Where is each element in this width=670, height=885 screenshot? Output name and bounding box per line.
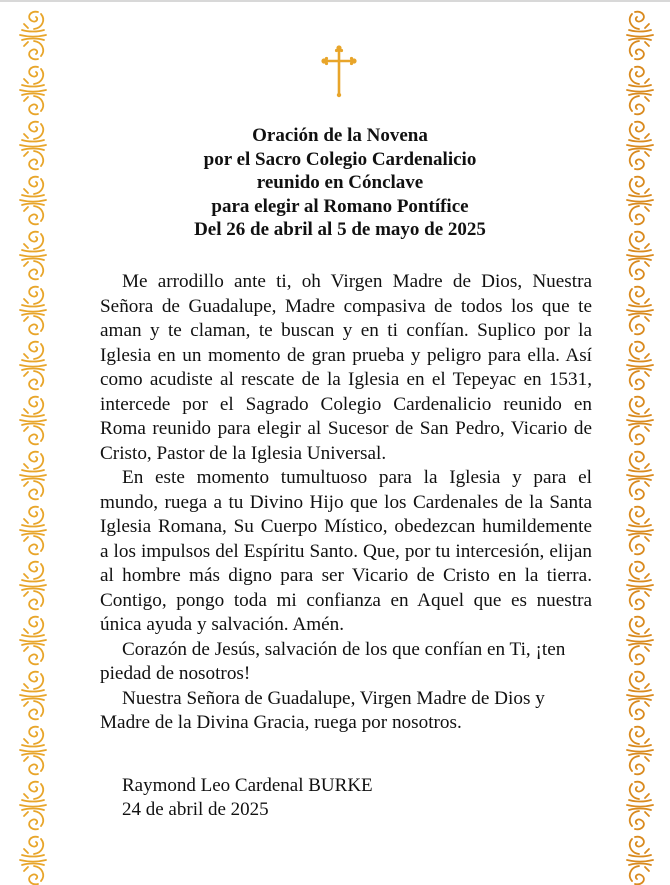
scroll-flourish-icon (8, 833, 58, 885)
scroll-flourish-icon (8, 283, 58, 338)
scroll-flourish-icon (615, 558, 665, 613)
scroll-flourish-icon (8, 118, 58, 173)
scroll-flourish-icon (615, 723, 665, 778)
scroll-flourish-icon (8, 778, 58, 833)
scroll-flourish-icon (615, 8, 665, 63)
title-line: para elegir al Romano Pontífice (211, 195, 469, 217)
signature-block (122, 774, 373, 822)
scroll-flourish-icon (615, 118, 665, 173)
top-edge-line (0, 0, 670, 2)
scroll-flourish-icon (615, 503, 665, 558)
scroll-flourish-icon (615, 448, 665, 503)
scroll-flourish-icon (615, 613, 665, 668)
scroll-flourish-icon (615, 778, 665, 833)
signature-name: Raymond Leo Cardenal BURKE (122, 775, 373, 796)
scroll-flourish-icon (615, 228, 665, 283)
scroll-flourish-icon (8, 503, 58, 558)
scroll-flourish-icon (8, 393, 58, 448)
scroll-flourish-icon (8, 8, 58, 63)
title-line: por el Sacro Colegio Cardenalicio (203, 148, 477, 170)
scroll-flourish-icon (8, 668, 58, 723)
ornate-cross-icon (321, 44, 357, 98)
scroll-flourish-icon (8, 173, 58, 228)
signature-date: 24 de abril de 2025 (122, 799, 269, 820)
scroll-flourish-icon (8, 338, 58, 393)
scroll-flourish-icon (615, 283, 665, 338)
title-date-line: Del 26 de abril al 5 de mayo de 2025 (194, 219, 486, 240)
paragraph: Corazón de Jesús, salvación de los que confían en Ti, ¡ten piedad de nosotros! (100, 638, 566, 684)
title-line: Oración de la Novena (252, 125, 428, 146)
scroll-flourish-icon (8, 558, 58, 613)
scroll-flourish-icon (8, 613, 58, 668)
paragraph: En este momento tumultuoso para la Iglesia y para el mundo, ruega a tu Divino Hijo que los Cardenales de la Santa Iglesia Romana, Su Cuerpo Místico, obedezcan humildemente a los impulsos del Espíritu Santo. Que, por tu intercesión, elijan al hombre más digno para ser Vicario de Cristo en la tierra. Contigo, pongo toda mi confianza en Aquel que es nuestra única ayuda y salvación. Amén. (100, 467, 592, 635)
left-ornamental-border (8, 8, 58, 885)
prayer-title (100, 124, 580, 242)
paragraph: Nuestra Señora de Guadalupe, Virgen Madre de Dios y Madre de la Divina Gracia, ruega por nosotros. (100, 687, 545, 733)
scroll-flourish-icon (8, 723, 58, 778)
scroll-flourish-icon (8, 448, 58, 503)
prayer-body (100, 270, 592, 736)
paragraph: Me arrodillo ante ti, oh Virgen Madre de Dios, Nuestra Señora de Guadalupe, Madre compasiva de todos los que te aman y te claman, te buscan y en ti confían. Suplico por la Iglesia en un momento de gran prueba y peligro para ella. Así como acudiste al rescate de la Iglesia en el Tepeyac en 1531, intercede por el Sagrado Colegio Cardenalicio reunido en Roma reunido para elegir al Sucesor de San Pedro, Vicario de Cristo, Pastor de la Iglesia Universal. (100, 271, 592, 464)
title-line: reunido en Cónclave (256, 172, 424, 193)
right-ornamental-border (615, 8, 665, 885)
scroll-flourish-icon (8, 63, 58, 118)
scroll-flourish-icon (615, 833, 665, 885)
scroll-flourish-icon (615, 338, 665, 393)
scroll-flourish-icon (8, 228, 58, 283)
scroll-flourish-icon (615, 63, 665, 118)
scroll-flourish-icon (615, 393, 665, 448)
scroll-flourish-icon (615, 668, 665, 723)
scroll-flourish-icon (615, 173, 665, 228)
